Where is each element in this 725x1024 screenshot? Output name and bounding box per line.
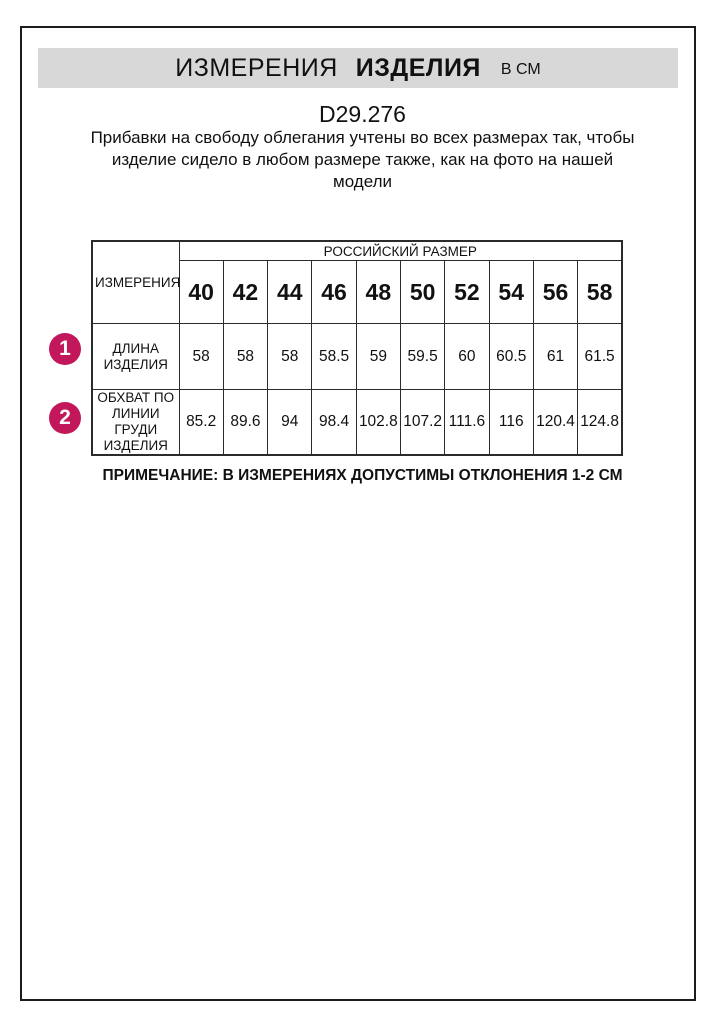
measurement-value: 61 bbox=[533, 324, 577, 390]
article-number: D29.276 bbox=[319, 101, 406, 127]
measurement-value: 58 bbox=[223, 324, 267, 390]
fit-description bbox=[0, 127, 725, 193]
measurement-value: 120.4 bbox=[533, 390, 577, 456]
fit-description-line-3: модели bbox=[333, 172, 392, 191]
measurement-value: 94 bbox=[268, 390, 312, 456]
measurement-value: 89.6 bbox=[223, 390, 267, 456]
measurement-value: 58 bbox=[268, 324, 312, 390]
measurement-value: 58.5 bbox=[312, 324, 356, 390]
measurement-value: 85.2 bbox=[179, 390, 223, 456]
measurement-value: 59 bbox=[356, 324, 400, 390]
size-table bbox=[91, 240, 623, 456]
size-header-cell: 48 bbox=[356, 261, 400, 324]
measurement-value: 102.8 bbox=[356, 390, 400, 456]
measurement-value: 98.4 bbox=[312, 390, 356, 456]
size-header-cell: 46 bbox=[312, 261, 356, 324]
table-row bbox=[92, 390, 622, 456]
measurement-label: ДЛИНА ИЗДЕЛИЯ bbox=[92, 324, 179, 390]
size-header-cell: 52 bbox=[445, 261, 489, 324]
measurement-value: 107.2 bbox=[400, 390, 444, 456]
measurement-label: ОБХВАТ ПО ЛИНИИ ГРУДИ ИЗДЕЛИЯ bbox=[92, 390, 179, 456]
page-title-product: ИЗДЕЛИЯ bbox=[355, 53, 481, 82]
size-header-cell: 58 bbox=[578, 261, 622, 324]
table-body bbox=[92, 324, 622, 456]
size-group-header-cell: РОССИЙСКИЙ РАЗМЕР bbox=[179, 241, 622, 261]
measurement-value: 124.8 bbox=[578, 390, 622, 456]
note: ПРИМЕЧАНИЕ: В ИЗМЕРЕНИЯХ ДОПУСТИМЫ ОТКЛОНЕНИЯ 1-2 СМ bbox=[102, 467, 623, 484]
corner-header-cell: ИЗМЕРЕНИЯ bbox=[92, 241, 179, 324]
table-row bbox=[92, 324, 622, 390]
size-header-cell: 54 bbox=[489, 261, 533, 324]
page-title-measurements: ИЗМЕРЕНИЯ bbox=[175, 53, 338, 82]
measurement-value: 111.6 bbox=[445, 390, 489, 456]
measurement-value: 60 bbox=[445, 324, 489, 390]
row-marker-1: 1 bbox=[49, 333, 81, 365]
page-title-units: В СМ bbox=[500, 61, 541, 78]
fit-description-line-1: Прибавки на свободу облегания учтены во всех размерах так, чтобы bbox=[90, 128, 635, 147]
measurement-value: 59.5 bbox=[400, 324, 444, 390]
measurement-value: 60.5 bbox=[489, 324, 533, 390]
size-table-wrap bbox=[91, 240, 623, 456]
group-header-row bbox=[92, 241, 622, 261]
size-header-cell: 42 bbox=[223, 261, 267, 324]
size-header-cell: 40 bbox=[179, 261, 223, 324]
measurement-value: 58 bbox=[179, 324, 223, 390]
size-header-cell: 56 bbox=[533, 261, 577, 324]
title-band bbox=[38, 48, 678, 88]
size-header-cell: 44 bbox=[268, 261, 312, 324]
fit-description-line-2: изделие сидело в любом размере также, как на фото на нашей bbox=[111, 150, 614, 169]
measurement-value: 61.5 bbox=[578, 324, 622, 390]
size-header-cell: 50 bbox=[400, 261, 444, 324]
row-marker-2: 2 bbox=[49, 402, 81, 434]
measurement-value: 116 bbox=[489, 390, 533, 456]
